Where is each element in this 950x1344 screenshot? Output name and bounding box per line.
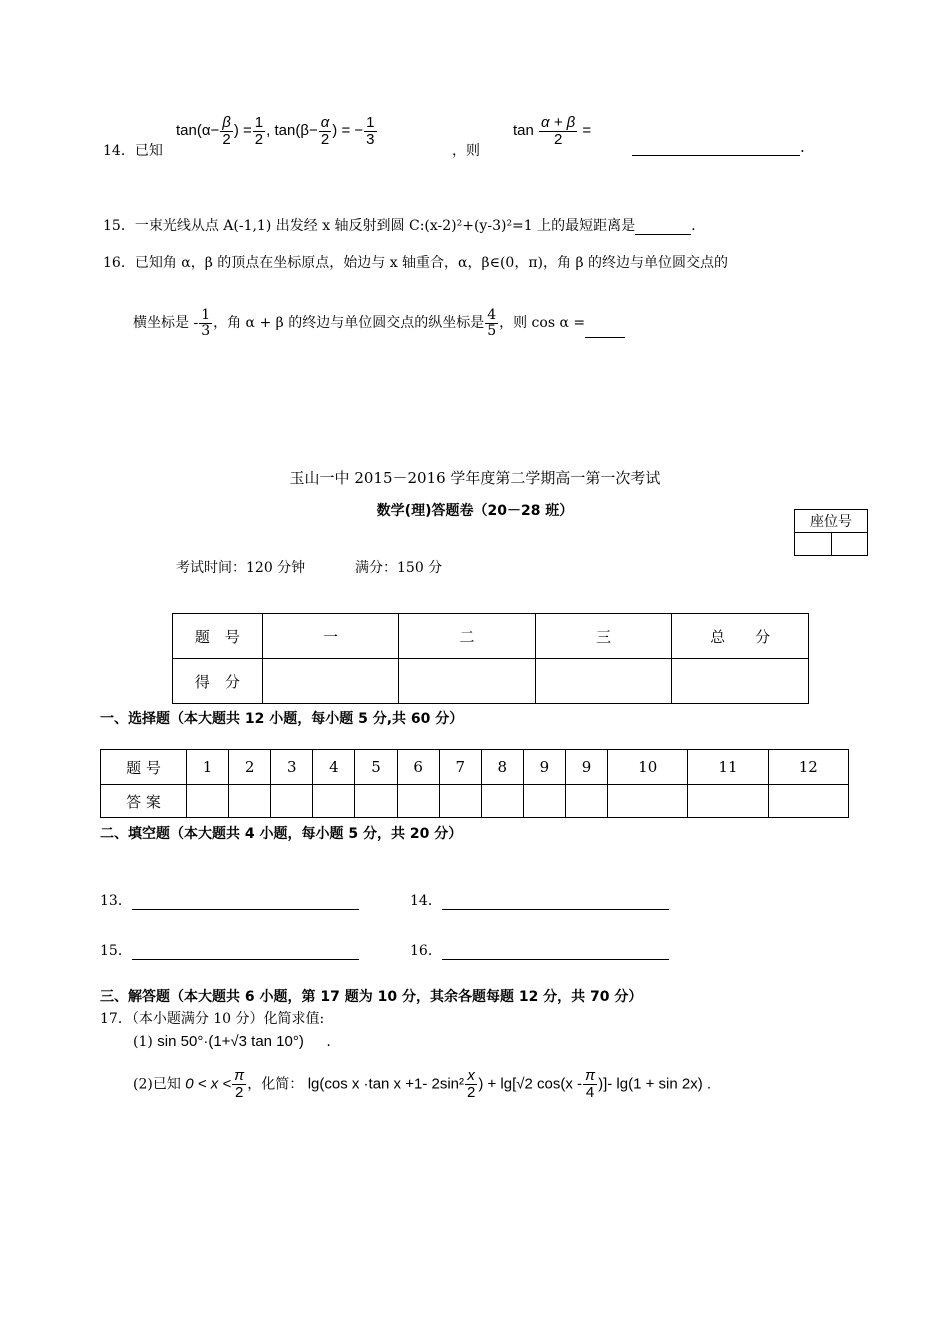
choice-answer-cell[interactable] xyxy=(608,785,688,818)
choice-number: 4 xyxy=(313,750,355,785)
score-cell[interactable] xyxy=(399,659,535,704)
q17-part2: (2)已知 0 < x < $\frac{\pi}{2}$ ，化简： lg(cos x ·tan x +1- 2sin² $\frac{x}{2}$ ) + lg[√2 cos(x - $\frac{\pi}{4}$ )]- lg(1 + sin 2x) . xyxy=(133,1067,712,1101)
exam-time: 考试时间：120 分钟 xyxy=(176,560,306,576)
choice-header-label: 题 号 xyxy=(101,750,187,785)
choice-answer-cell[interactable] xyxy=(768,785,848,818)
score-cell[interactable] xyxy=(672,659,809,704)
choice-answer-cell[interactable] xyxy=(439,785,481,818)
choice-answer-cell[interactable] xyxy=(313,785,355,818)
fill-item-16: 16． xyxy=(410,940,669,960)
problem-16-line2: 横坐标是 - $\frac{1}{3}$ ，角 α + β 的终边与单位圆交点的纵坐标是 $\frac{4}{5}$ ，则 cos α = xyxy=(133,308,625,338)
section2-title: 二、填空题（本大题共 4 小题，每小题 5 分，共 20 分） xyxy=(100,826,463,842)
fill-blank[interactable] xyxy=(132,945,359,960)
score-header-cell: 一 xyxy=(262,614,398,659)
paper-title: 数学(理)答题卷（20－28 班） xyxy=(376,503,574,519)
problem-15: 15．一束光线从点 A(-1,1) 出发经 x 轴反射到圆 C:(x-2)²+(y-3)²=1 上的最短距离是 . xyxy=(103,218,696,234)
score-header-cell: 总 分 xyxy=(672,614,809,659)
choice-number: 6 xyxy=(397,750,439,785)
choice-answer-cell[interactable] xyxy=(355,785,397,818)
problem-14-number: 14．已知 xyxy=(103,143,163,159)
choice-answer-cell[interactable] xyxy=(397,785,439,818)
choice-number: 3 xyxy=(271,750,313,785)
seat-cell[interactable] xyxy=(831,533,868,556)
score-cell[interactable] xyxy=(535,659,671,704)
fill-blank[interactable] xyxy=(132,895,359,910)
score-header-cell: 二 xyxy=(399,614,535,659)
score-cell[interactable] xyxy=(262,659,398,704)
choice-number: 11 xyxy=(688,750,768,785)
problem-14-equation: tan(α− $\frac{\beta}{2}$ ) = $\frac{1}{2}$ , tan(β− $\frac{\alpha}{2}$ ) = − $\frac{1}{3}$ xyxy=(176,114,375,148)
choice-answer-cell[interactable] xyxy=(187,785,229,818)
score-header-cell: 题 号 xyxy=(173,614,263,659)
choice-number: 9 xyxy=(565,750,607,785)
choice-number: 7 xyxy=(439,750,481,785)
choice-number: 10 xyxy=(608,750,688,785)
choice-number: 9 xyxy=(523,750,565,785)
score-row-label: 得 分 xyxy=(173,659,263,704)
school-title: 玉山一中 2015－2016 学年度第二学期高一第一次考试 xyxy=(289,469,661,487)
problem-14-target: tan $\frac{\alpha + \beta}{2}$ = xyxy=(513,114,592,148)
choice-answer-cell[interactable] xyxy=(229,785,271,818)
fill-item-15: 15． xyxy=(100,940,359,960)
choice-answer-cell[interactable] xyxy=(481,785,523,818)
fill-item-14: 14． xyxy=(410,890,669,910)
seat-label: 座位号 xyxy=(795,510,868,533)
fill-blank[interactable] xyxy=(442,895,669,910)
choice-number: 2 xyxy=(229,750,271,785)
problem-14-then: ，则 xyxy=(452,143,480,159)
full-score: 满分：150 分 xyxy=(355,560,443,576)
q17-heading: 17．（本小题满分 10 分）化简求值: xyxy=(100,1011,325,1027)
score-header-cell: 三 xyxy=(535,614,671,659)
choice-number: 1 xyxy=(187,750,229,785)
choice-answer-cell[interactable] xyxy=(688,785,768,818)
section3-title: 三、解答题（本大题共 6 小题，第 17 题为 10 分，其余各题每题 12 分，共 70 分） xyxy=(100,989,643,1005)
fill-blank[interactable] xyxy=(442,945,669,960)
choice-answer-cell[interactable] xyxy=(271,785,313,818)
choice-answer-table xyxy=(100,749,849,818)
problem-16-line1: 16．已知角 α，β 的顶点在坐标原点，始边与 x 轴重合，α，β∈(0，π)，角 β 的终边与单位圆交点的 xyxy=(103,255,728,271)
choice-number: 12 xyxy=(768,750,848,785)
seat-cell[interactable] xyxy=(795,533,832,556)
choice-answer-cell[interactable] xyxy=(565,785,607,818)
q17-part1: (1) sin 50°·(1+√3 tan 10°) . xyxy=(133,1033,331,1050)
choice-answer-label: 答 案 xyxy=(101,785,187,818)
score-table xyxy=(172,613,809,704)
problem-14-answer-blank: . xyxy=(632,138,805,156)
seat-number-box xyxy=(794,509,868,556)
choice-answer-cell[interactable] xyxy=(523,785,565,818)
section1-title: 一、选择题（本大题共 12 小题，每小题 5 分,共 60 分） xyxy=(100,711,464,727)
fill-item-13: 13． xyxy=(100,890,359,910)
choice-number: 5 xyxy=(355,750,397,785)
choice-number: 8 xyxy=(481,750,523,785)
